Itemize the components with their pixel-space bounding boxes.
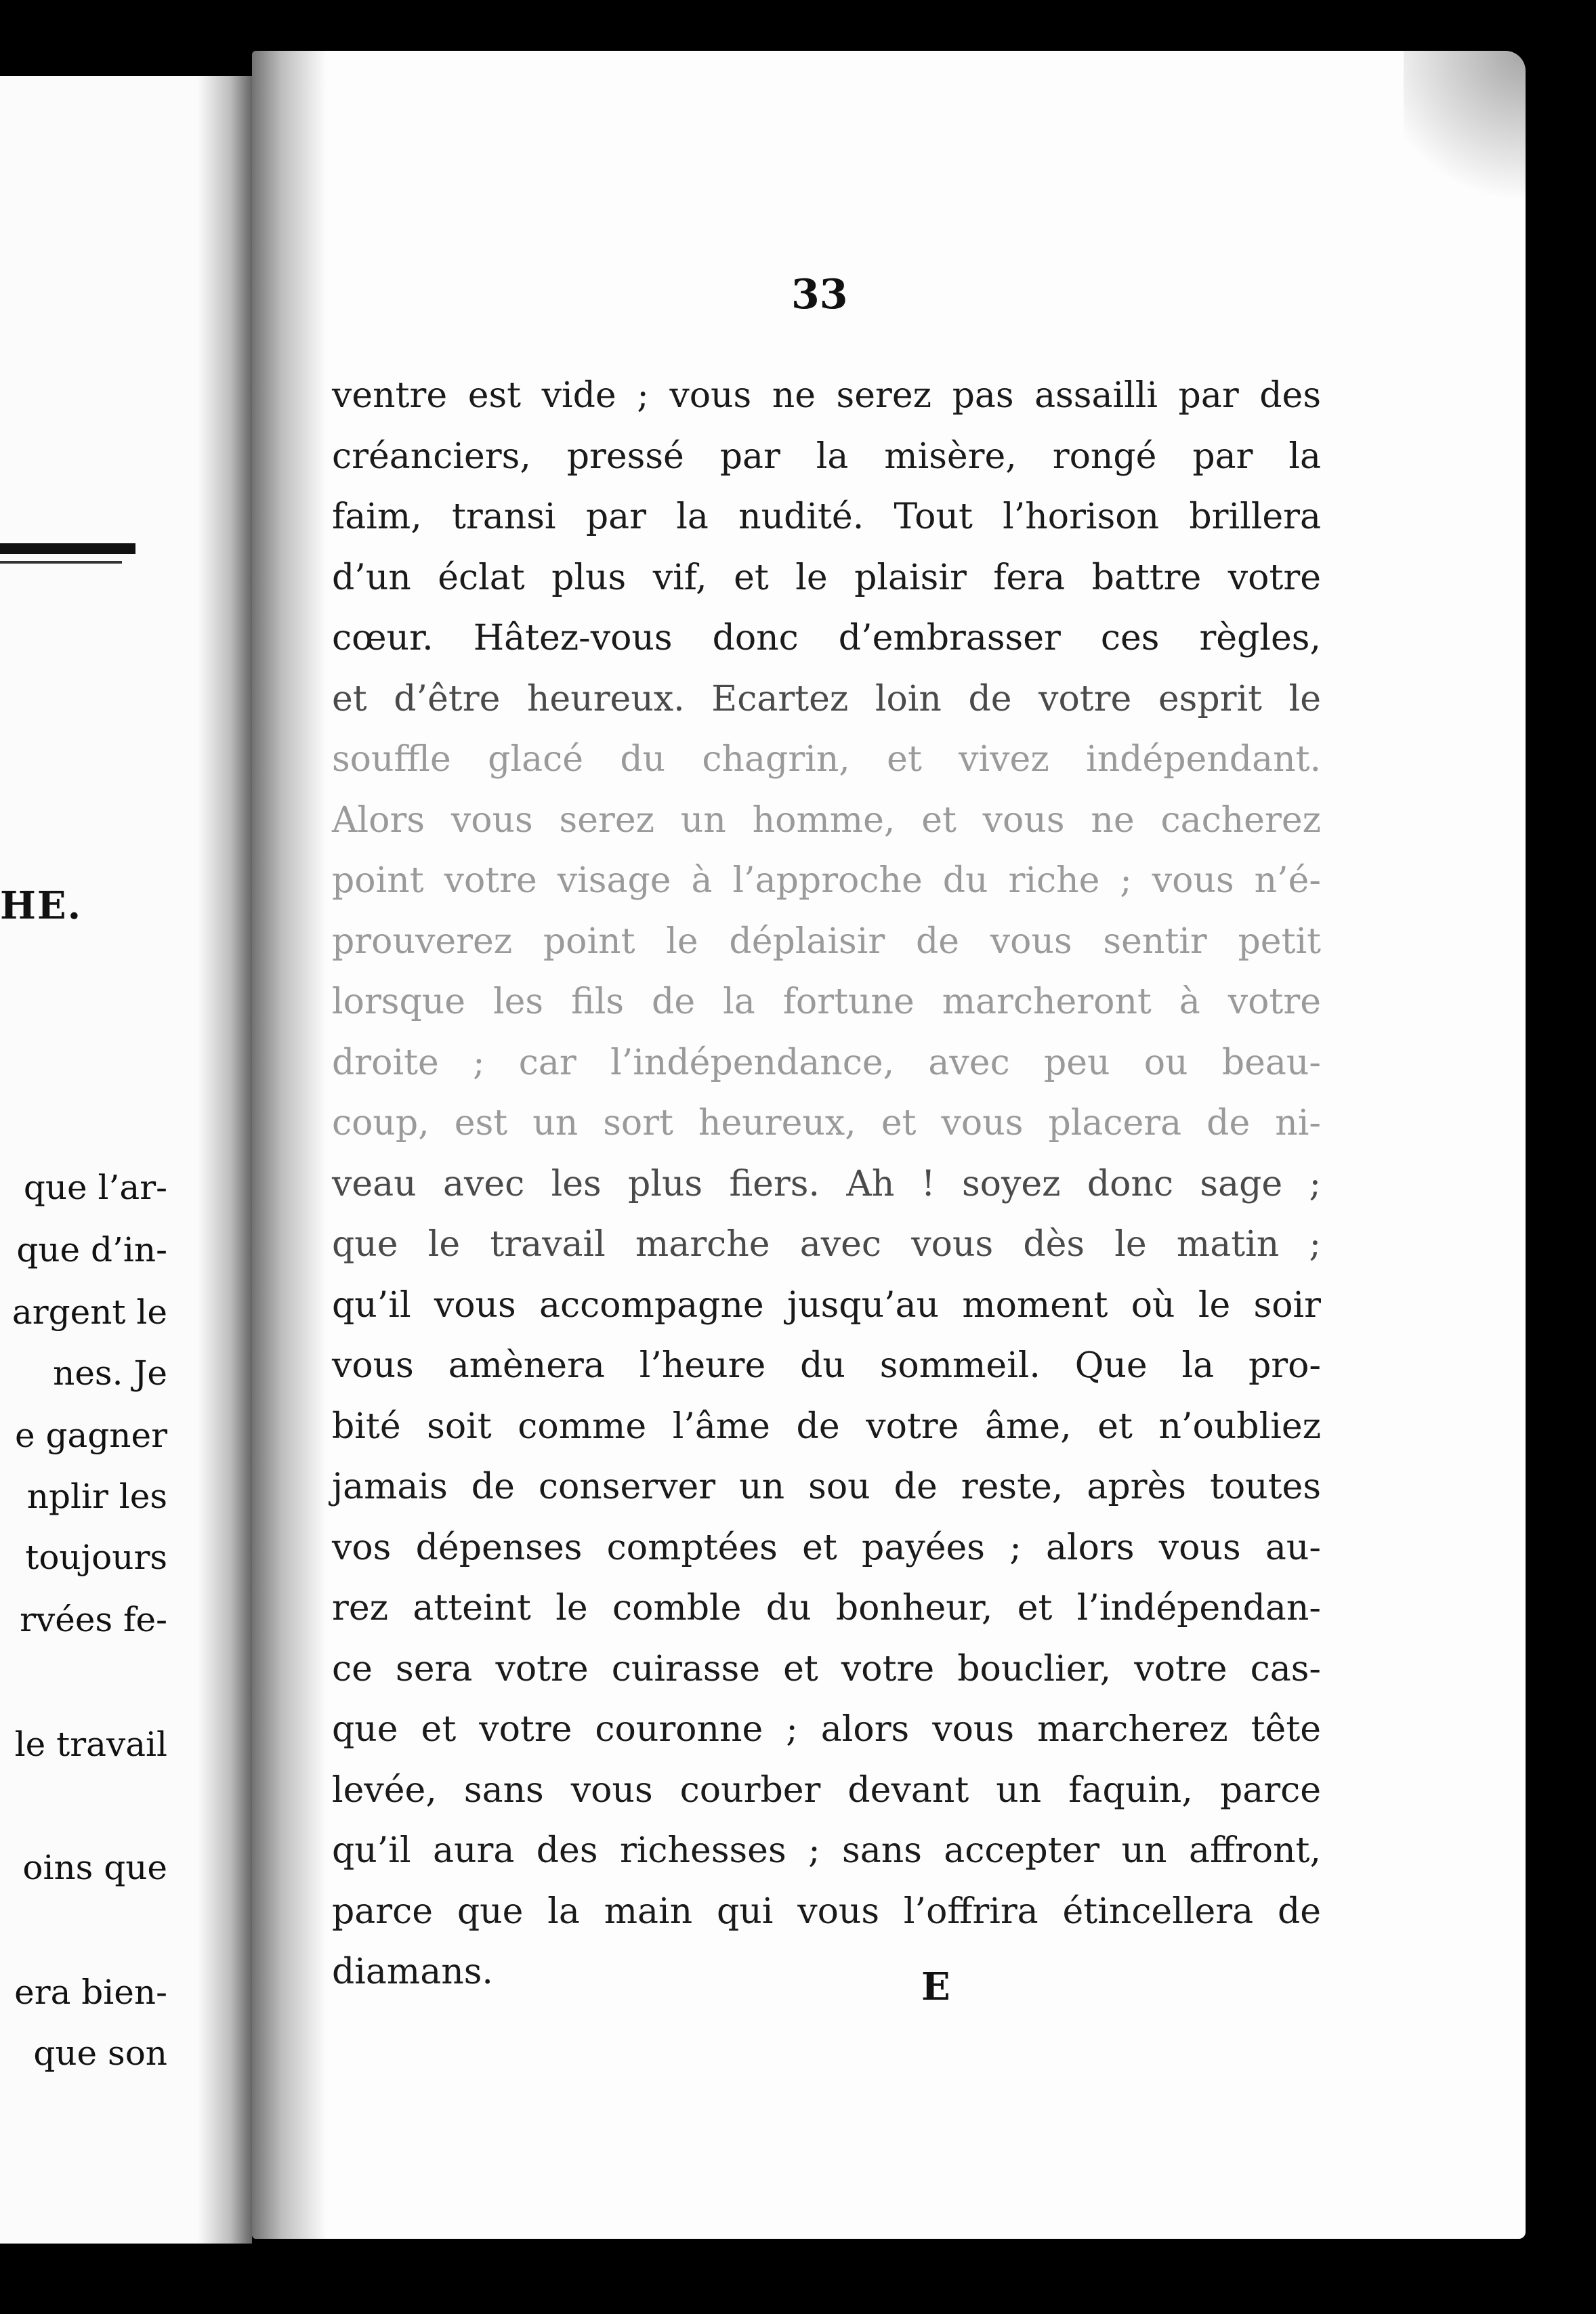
text-line: que le travail marche avec vous dès le matin ; [332, 1224, 1321, 1265]
text-line: veau avec les plus fiers. Ah ! soyez donc sage ; [332, 1163, 1321, 1204]
left-line: argent le [12, 1292, 167, 1332]
text-line: vos dépenses comptées et payées ; alors vous au- [332, 1527, 1321, 1568]
text-line: coup, est un sort heureux, et vous placera de ni- [332, 1103, 1321, 1143]
text-line: souffle glacé du chagrin, et vivez indépendant. [332, 739, 1321, 780]
text-line: droite ; car l’indépendance, avec peu ou beau- [332, 1042, 1321, 1083]
text-line: parce que la main qui vous l’offrira étincellera de [332, 1891, 1321, 1932]
left-line: toujours [25, 1538, 167, 1577]
text-line: et d’être heureux. Ecartez loin de votre esprit le [332, 678, 1321, 719]
text-line: créanciers, pressé par la misère, rongé par la [332, 436, 1321, 477]
section-rule [0, 543, 135, 554]
left-page [0, 76, 252, 2244]
corner-shade [1404, 51, 1526, 227]
left-line: nes. Je [53, 1353, 167, 1393]
text-line: que et votre couronne ; alors vous marcherez tête [332, 1709, 1321, 1750]
text-line: prouverez point le déplaisir de vous sentir petit [332, 921, 1321, 962]
text-line: d’un éclat plus vif, et le plaisir fera battre votre [332, 557, 1321, 598]
left-line: que l’ar- [23, 1168, 167, 1207]
text-line: point votre visage à l’approche du riche ; vous n’é- [332, 860, 1321, 901]
spine-shadow [252, 51, 327, 2239]
left-line: nplir les [26, 1477, 167, 1516]
text-line: Alors vous serez un homme, et vous ne cacherez [332, 799, 1321, 841]
text-line: qu’il vous accompagne jusqu’au moment où le soir [332, 1284, 1321, 1326]
text-line: cœur. Hâtez-vous donc d’embrasser ces règles, [332, 618, 1321, 658]
text-line: diamans. [332, 1952, 493, 1992]
left-line: le travail [14, 1725, 167, 1764]
gutter-shadow [198, 76, 252, 2244]
left-line: era bien- [14, 1973, 167, 2012]
text-line: ventre est vide ; vous ne serez pas assailli par des [332, 375, 1321, 416]
text-line: lorsque les fils de la fortune marcheront à votre [332, 982, 1321, 1022]
left-line: que son [33, 2034, 167, 2073]
left-line: oins que [22, 1848, 167, 1887]
left-line: e gagner [15, 1416, 167, 1455]
text-line: levée, sans vous courber devant un faquin, parce [332, 1769, 1321, 1811]
left-line: que d’in- [16, 1230, 167, 1269]
text-line: rez atteint le comble du bonheur, et l’indépendan- [332, 1588, 1321, 1628]
text-line: faim, transi par la nudité. Tout l’horison brillera [332, 497, 1321, 537]
page-number: 33 [791, 271, 848, 318]
text-line: bité soit comme l’âme de votre âme, et n’oubliez [332, 1406, 1321, 1447]
section-rule-thin [0, 561, 122, 564]
left-heading-fragment: HE. [0, 883, 83, 928]
body-text [332, 366, 1321, 2003]
signature-mark: E [921, 1964, 950, 2009]
text-line: qu’il aura des richesses ; sans accepter un affront, [332, 1830, 1321, 1871]
text-line: vous amènera l’heure du sommeil. Que la pro- [332, 1345, 1321, 1386]
text-line: ce sera votre cuirasse et votre bouclier, votre cas- [332, 1648, 1321, 1689]
text-line: jamais de conserver un sou de reste, après toutes [332, 1467, 1321, 1507]
left-line: rvées fe- [20, 1600, 167, 1639]
